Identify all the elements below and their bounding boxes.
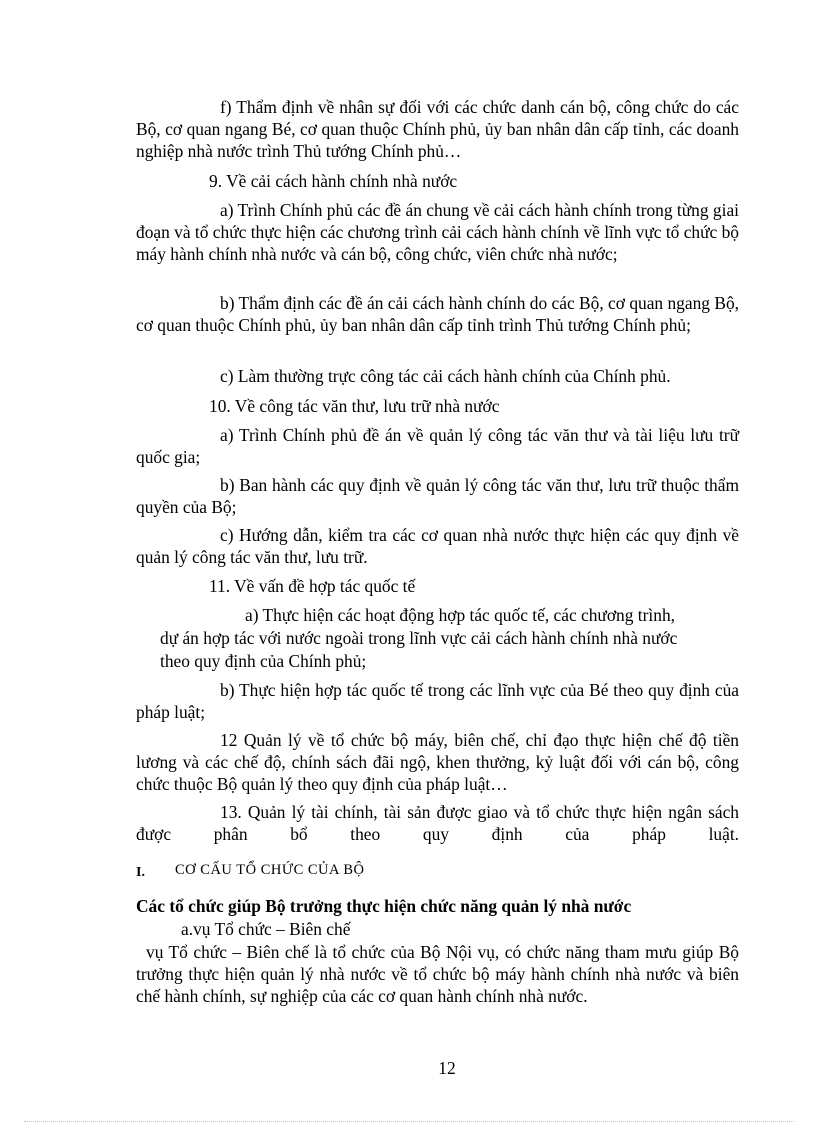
paragraph-9a: a) Trình Chính phủ các đề án chung về cải cách hành chính trong từng giai đoạn và tổ chức thực hiện các chương trình cải cách hành chính về lĩnh vực tổ chức bộ máy hành chính nhà nước và cán bộ, công chức, viên chức nhà nước; [136,200,739,264]
subheading: Các tổ chức giúp Bộ trưởng thực hiện chức năng quản lý nhà nước [136,896,632,916]
paragraph-11a-line1: a) Thực hiện các hoạt động hợp tác quốc tế, các chương trình, [245,605,675,625]
paragraph-13: 13. Quản lý tài chính, tài sản được giao và tổ chức thực hiện ngân sách được phân bổ theo quy định của pháp luật. [136,802,739,844]
paragraph-12: 12 Quản lý về tổ chức bộ máy, biên chế, chỉ đạo thực hiện chế độ tiền lương và các chế độ, chính sách đãi ngộ, khen thưởng, kỷ luật đối với cán bộ, công chức thuộc Bộ quản lý theo quy định của pháp luật… [136,730,739,794]
paragraph-11a-line3: theo quy định của Chính phủ; [160,651,367,671]
footer-divider [24,1121,794,1122]
heading-11: 11. Về vấn đề hợp tác quốc tế [209,576,416,596]
paragraph-11a-line2: dự án hợp tác với nước ngoài trong lĩnh vực cải cách hành chính nhà nước [160,628,678,648]
heading-10: 10. Về công tác văn thư, lưu trữ nhà nước [209,396,500,416]
section-number: I. [136,865,145,880]
item-a-body: vụ Tổ chức – Biên chế là tổ chức của Bộ Nội vụ, có chức năng tham mưu giúp Bộ trưởng thực hiện quản lý nhà nước về tổ chức bộ máy hành chính nhà nước và biên chế hành chính, sự nghiệp của các cơ quan hành chính nhà nước. [136,942,739,1006]
paragraph-9c: c) Làm thường trực công tác cải cách hành chính của Chính phủ. [220,366,671,386]
paragraph-10b: b) Ban hành các quy định về quản lý công tác văn thư, lưu trữ thuộc thẩm quyền của Bộ; [136,475,739,517]
paragraph-f: f) Thẩm định về nhân sự đối với các chức danh cán bộ, công chức do các Bộ, cơ quan ngang Bé, cơ quan thuộc Chính phủ, ủy ban nhân dân cấp tỉnh, các doanh nghiệp nhà nước trình Thủ tướng Chính phủ… [136,97,739,161]
heading-9: 9. Về cải cách hành chính nhà nước [209,171,458,191]
paragraph-10c: c) Hướng dẫn, kiểm tra các cơ quan nhà nước thực hiện các quy định về quản lý công tác văn thư, lưu trữ. [136,525,739,567]
paragraph-10a: a) Trình Chính phủ đề án về quản lý công tác văn thư và tài liệu lưu trữ quốc gia; [136,425,739,467]
paragraph-9b: b) Thẩm định các đề án cải cách hành chính do các Bộ, cơ quan ngang Bộ, cơ quan thuộc Chính phủ, ủy ban nhân dân cấp tỉnh trình Thủ tướng Chính phủ; [136,293,739,335]
paragraph-11b: b) Thực hiện hợp tác quốc tế trong các lĩnh vực của Bé theo quy định của pháp luật; [136,680,739,722]
section-title: CƠ CẤU TỔ CHỨC CỦA BỘ [175,862,365,878]
item-a-title: a.vụ Tổ chức – Biên chế [181,919,351,939]
page-number: 12 [438,1058,456,1078]
